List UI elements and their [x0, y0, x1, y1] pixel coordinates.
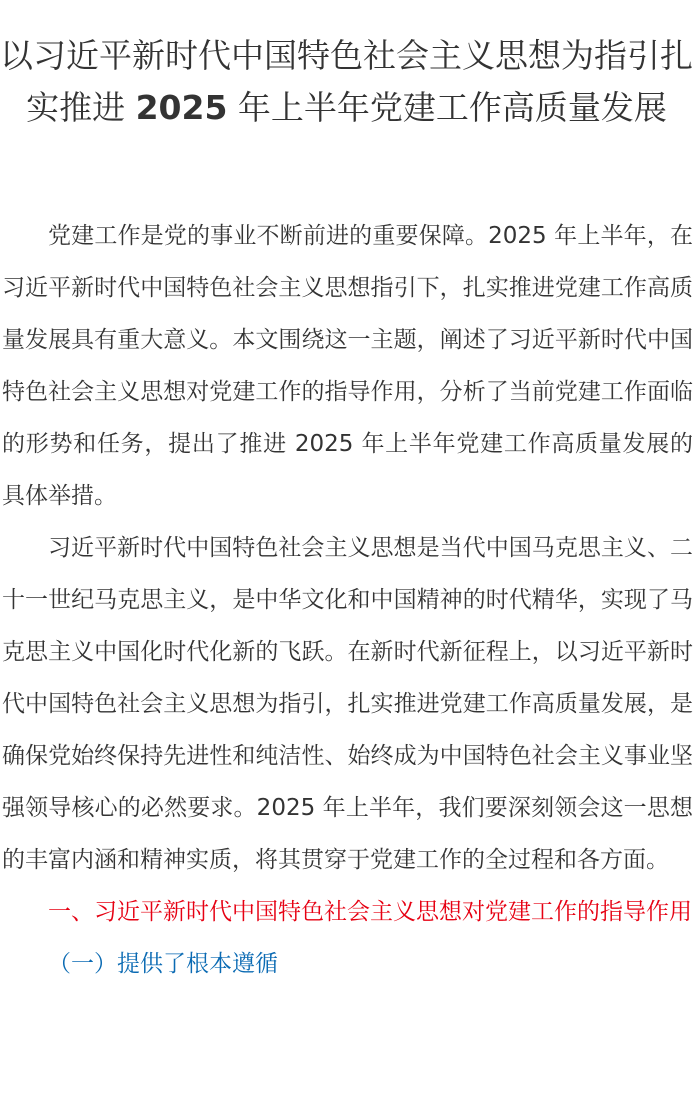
subsection-heading: （一）提供了根本遵循 [48, 951, 278, 977]
section-heading: 一、习近平新时代中国特色社会主义思想对党建工作的指导作用 [48, 899, 692, 925]
intro-paragraph: 党建工作是党的事业不断前进的重要保障。2025 年上半年，在习近平新时代中国特色社会主义思想指引下，扎实推进党建工作高质量发展具有重大意义。本文围绕这一主题，阐述了习近平新时代中国特色社会主义思想对党建工作的指导作用，分析了当前党建工作面临的形势和任务，提出了推进 2025 年上半年党建工作高质量发展的具体举措。 [2, 223, 693, 509]
article-body [2, 210, 693, 990]
article-title [0, 30, 693, 134]
article-title-part1: 以习近平新时代中国特色社会主义思想为指引扎实推进 [0, 36, 693, 127]
article-title-part2: 年上半年党建工作高质量发展 [227, 88, 667, 127]
context-paragraph: 习近平新时代中国特色社会主义思想是当代中国马克思主义、二十一世纪马克思主义，是中华文化和中国精神的时代精华，实现了马克思主义中国化时代化新的飞跃。在新时代新征程上，以习近平新时代中国特色社会主义思想为指引，扎实推进党建工作高质量发展，是确保党始终保持先进性和纯洁性、始终成为中国特色社会主义事业坚强领导核心的必然要求。2025 年上半年，我们要深刻领会这一思想的丰富内涵和精神实质，将其贯穿于党建工作的全过程和各方面。 [2, 535, 693, 873]
article-title-year: 2025 [135, 88, 228, 127]
